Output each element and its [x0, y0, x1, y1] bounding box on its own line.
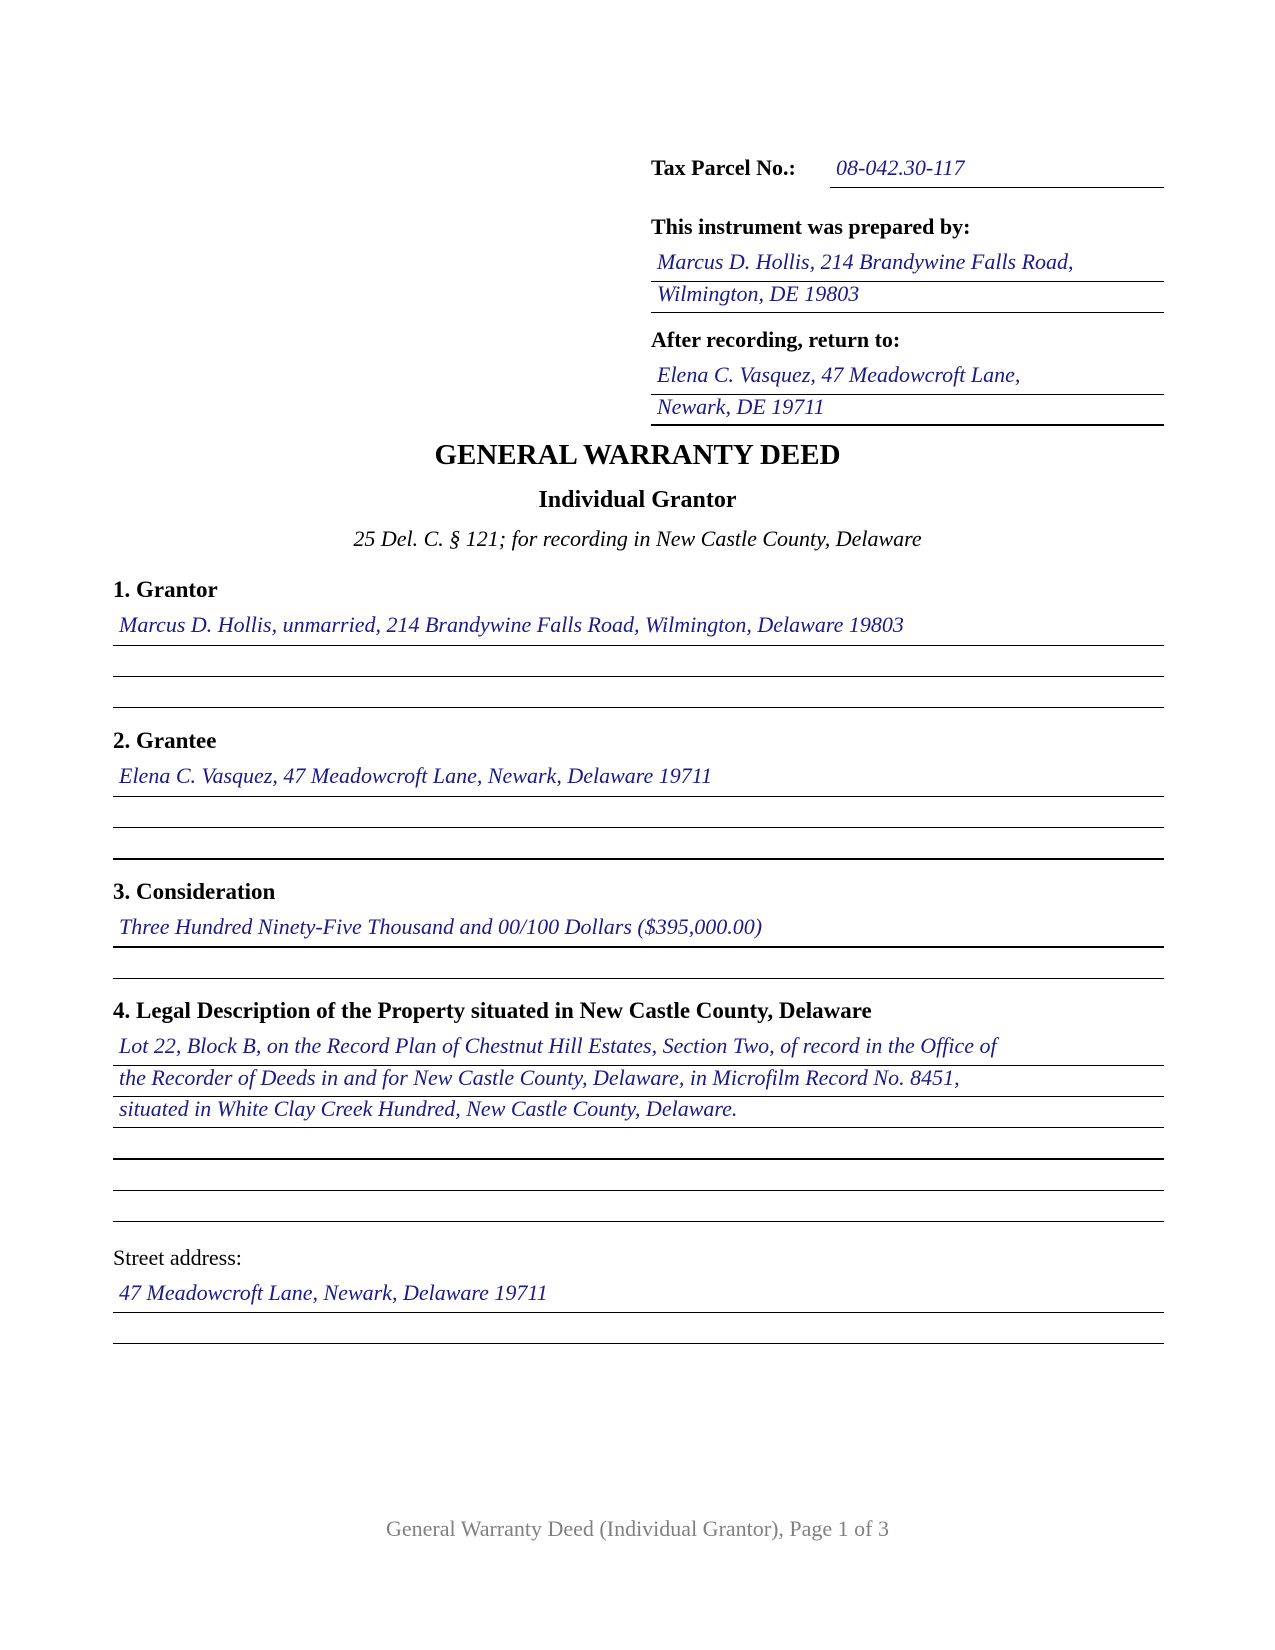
legal-description-underline-3 [113, 1127, 1164, 1128]
document-subtitle: Individual Grantor [538, 487, 737, 513]
consideration-underline-1 [113, 946, 1164, 948]
street-address-underline-2 [113, 1343, 1164, 1344]
return-to-label: After recording, return to: [651, 327, 901, 352]
statute-citation: 25 Del. C. § 121; for recording in New Castle County, Delaware [353, 526, 922, 551]
grantor-underline-2 [113, 676, 1164, 677]
grantee-heading: 2. Grantee [113, 728, 217, 753]
grantor-underline-3 [113, 707, 1164, 708]
legal-description-line-3[interactable]: situated in White Clay Creek Hundred, New Castle County, Delaware. [119, 1096, 738, 1121]
grantee-field[interactable]: Elena C. Vasquez, 47 Meadowcroft Lane, Newark, Delaware 19711 [119, 763, 713, 788]
return-to-line-2[interactable]: Newark, DE 19711 [657, 394, 825, 419]
street-address-label: Street address: [113, 1245, 242, 1270]
grantor-heading: 1. Grantor [113, 577, 218, 602]
grantor-field[interactable]: Marcus D. Hollis, unmarried, 214 Brandywine Falls Road, Wilmington, Delaware 19803 [119, 612, 904, 637]
consideration-field[interactable]: Three Hundred Ninety-Five Thousand and 00/100 Dollars ($395,000.00) [119, 914, 763, 939]
legal-description-underline-4 [113, 1158, 1164, 1160]
legal-description-underline-5 [113, 1190, 1164, 1191]
tax-parcel-label: Tax Parcel No.: [651, 155, 796, 180]
consideration-heading: 3. Consideration [113, 879, 276, 904]
return-to-underline-2 [651, 424, 1164, 426]
prepared-by-line-2[interactable]: Wilmington, DE 19803 [657, 281, 860, 306]
prepared-by-underline-2 [651, 312, 1164, 313]
prepared-by-label: This instrument was prepared by: [651, 214, 971, 239]
page-footer: General Warranty Deed (Individual Grantor), Page 1 of 3 [385, 1516, 890, 1541]
tax-parcel-field[interactable]: 08-042.30-117 [836, 155, 965, 180]
street-address-underline-1 [113, 1312, 1164, 1313]
grantee-underline-3 [113, 858, 1164, 860]
legal-description-line-2[interactable]: the Recorder of Deeds in and for New Castle County, Delaware, in Microfilm Record No. 8451, [119, 1065, 960, 1090]
tax-parcel-underline [830, 187, 1164, 188]
grantee-underline-2 [113, 827, 1164, 828]
prepared-by-line-1[interactable]: Marcus D. Hollis, 214 Brandywine Falls Road, [657, 249, 1074, 274]
legal-description-underline-6 [113, 1221, 1164, 1222]
grantor-underline-1 [113, 645, 1164, 646]
return-to-line-1[interactable]: Elena C. Vasquez, 47 Meadowcroft Lane, [657, 362, 1021, 387]
grantee-underline-1 [113, 796, 1164, 797]
document-title: GENERAL WARRANTY DEED [434, 439, 841, 471]
legal-description-line-1[interactable]: Lot 22, Block B, on the Record Plan of Chestnut Hill Estates, Section Two, of record in the Office of [119, 1033, 997, 1058]
consideration-underline-2 [113, 978, 1164, 979]
street-address-field[interactable]: 47 Meadowcroft Lane, Newark, Delaware 19711 [119, 1280, 548, 1305]
legal-description-heading: 4. Legal Description of the Property situated in New Castle County, Delaware [113, 998, 872, 1023]
